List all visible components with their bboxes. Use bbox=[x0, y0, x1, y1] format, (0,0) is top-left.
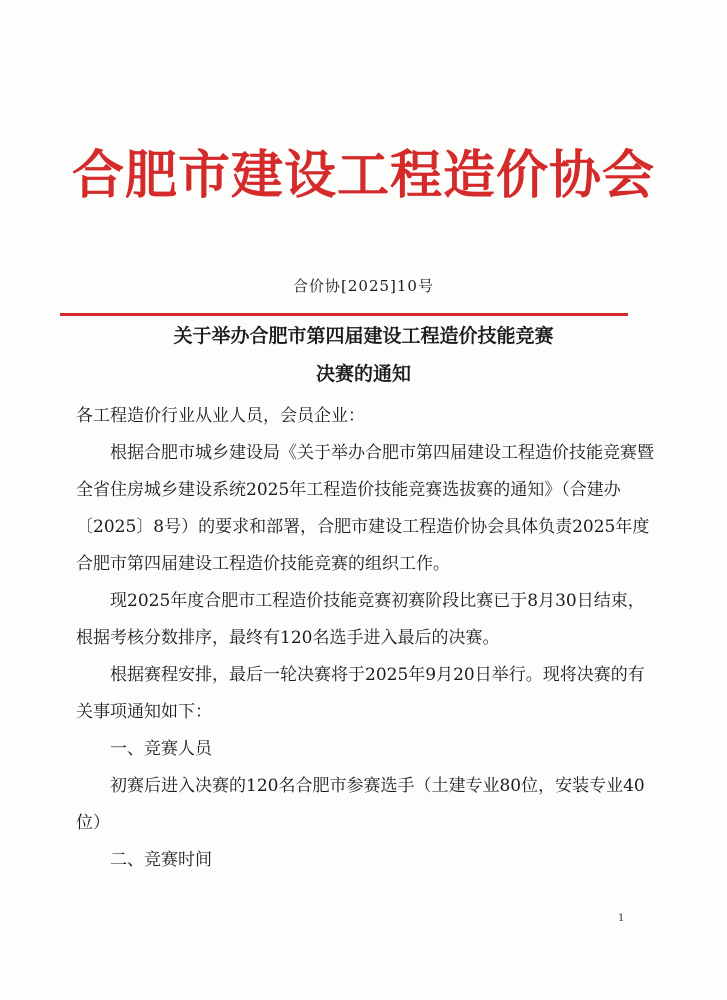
notice-title-line1: 关于举办合肥市第四届建设工程造价技能竞赛 bbox=[173, 325, 554, 347]
paragraph-preliminary-results: 现2025年度合肥市工程造价技能竞赛初赛阶段比赛已于8月30日结束，根据考核分数排序，最终有120名选手进入最后的决赛。 bbox=[76, 591, 645, 648]
page-number: 1 bbox=[618, 913, 625, 924]
red-divider-line bbox=[60, 313, 628, 316]
document-number: 合价协[2025]10号 bbox=[293, 277, 434, 295]
salutation: 各工程造价行业从业人员，会员企业： bbox=[76, 406, 365, 426]
paragraph-background: 根据合肥市城乡建设局《关于举办合肥市第四届建设工程造价技能竞赛暨全省住房城乡建设系统2025年工程造价技能竞赛选拔赛的通知》（合建办〔2025〕8号）的要求和部署，合肥市建设工程造价协会具体负责2025年度合肥市第四届建设工程造价技能竞赛的组织工作。 bbox=[76, 443, 654, 574]
section-text-participants: 初赛后进入决赛的120名合肥市参赛选手（土建专业80位，安装专业40位） bbox=[76, 776, 645, 833]
paragraph-final-schedule: 根据赛程安排，最后一轮决赛将于2025年9月20日举行。现将决赛的有关事项通知如下： bbox=[76, 665, 645, 722]
organization-letterhead: 合肥市建设工程造价协会 bbox=[71, 146, 655, 206]
section-heading-time: 二、竞赛时间 bbox=[110, 850, 212, 870]
notice-title-line2: 决赛的通知 bbox=[315, 363, 411, 385]
section-heading-participants: 一、竞赛人员 bbox=[110, 739, 212, 759]
notice-body bbox=[76, 398, 656, 879]
